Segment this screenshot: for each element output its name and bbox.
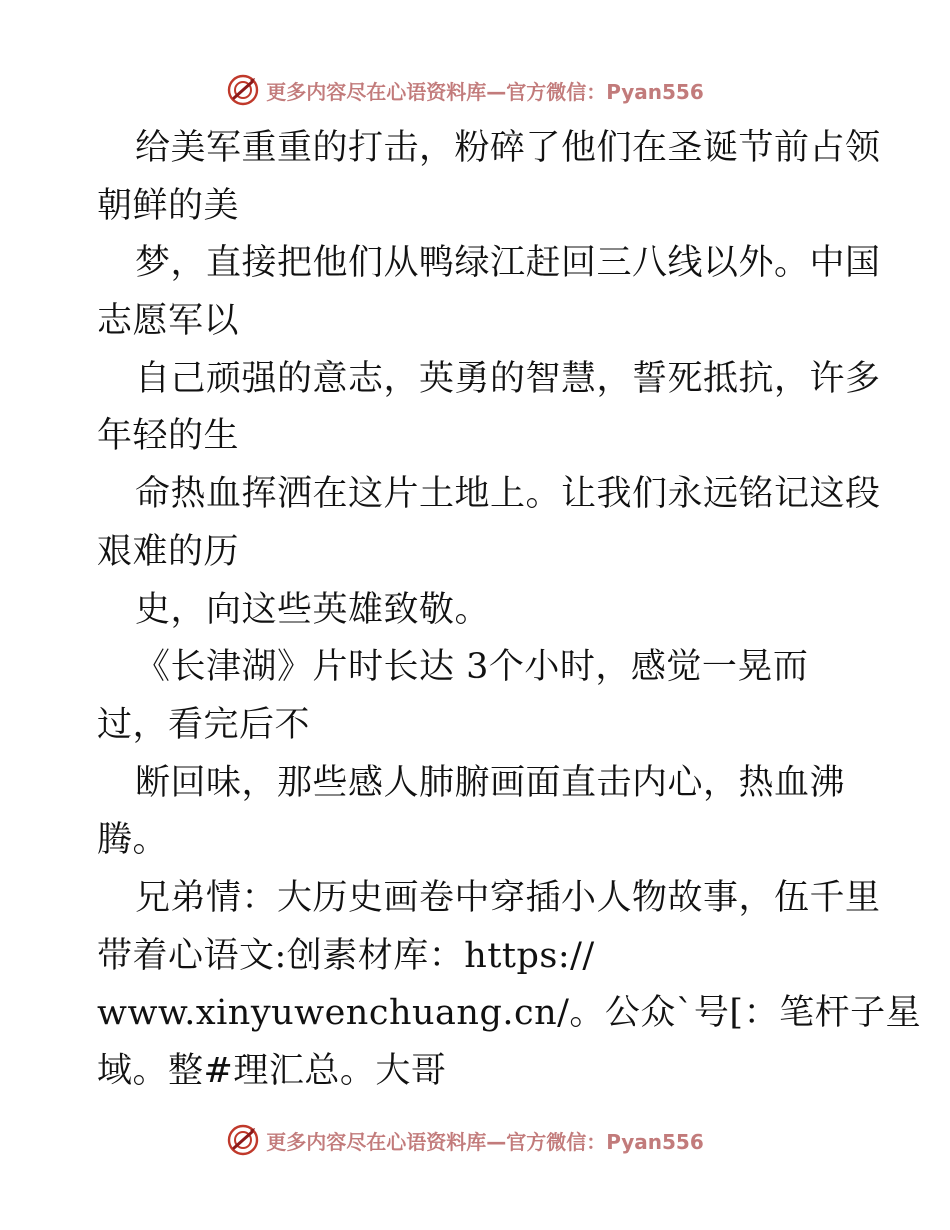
- text-line: 史，向这些英雄致敬。: [135, 589, 491, 630]
- text-line: 断回味，那些感人肺腑画面直击内心，热血沸: [135, 762, 846, 803]
- text-line: 带着心语文:创素材库：https://: [97, 935, 595, 976]
- header-banner-text: 更多内容尽在心语资料库—官方微信：Pyan556: [266, 79, 704, 104]
- footer-banner: [0, 1120, 950, 1160]
- text-line: 年轻的生: [97, 416, 240, 457]
- text-line: 梦，直接把他们从鸭绿江赶回三八线以外。中国: [135, 243, 881, 284]
- text-line: www.xinyuwenchuang.cn/。公众`号[：笔杆子星: [97, 993, 922, 1034]
- text-line: 自己顽强的意志，英勇的智慧，誓死抵抗，许多: [135, 358, 881, 399]
- text-line: 给美军重重的打击，粉碎了他们在圣诞节前占领: [135, 128, 881, 168]
- header-banner: [0, 70, 950, 110]
- text-line: 志愿军以: [97, 301, 240, 342]
- document-body: [97, 120, 922, 1101]
- brand-logo-icon: [226, 1123, 260, 1157]
- text-line: 《长津湖》片时长达 3个小时，感觉一晃而: [135, 647, 809, 688]
- text-line: 过，看完后不: [97, 704, 311, 745]
- text-line: 命热血挥洒在这片土地上。让我们永远铭记这段: [135, 474, 881, 515]
- text-line: 腾。: [97, 820, 169, 861]
- text-line: 艰难的历: [97, 531, 240, 572]
- footer-banner-text: 更多内容尽在心语资料库—官方微信：Pyan556: [266, 1129, 704, 1154]
- text-line: 朝鲜的美: [97, 185, 240, 226]
- text-line: 兄弟情：大历史画卷中穿插小人物故事，伍千里: [135, 877, 881, 918]
- text-line: 域。整#理汇总。大哥: [97, 1051, 447, 1091]
- brand-logo-icon: [226, 73, 260, 107]
